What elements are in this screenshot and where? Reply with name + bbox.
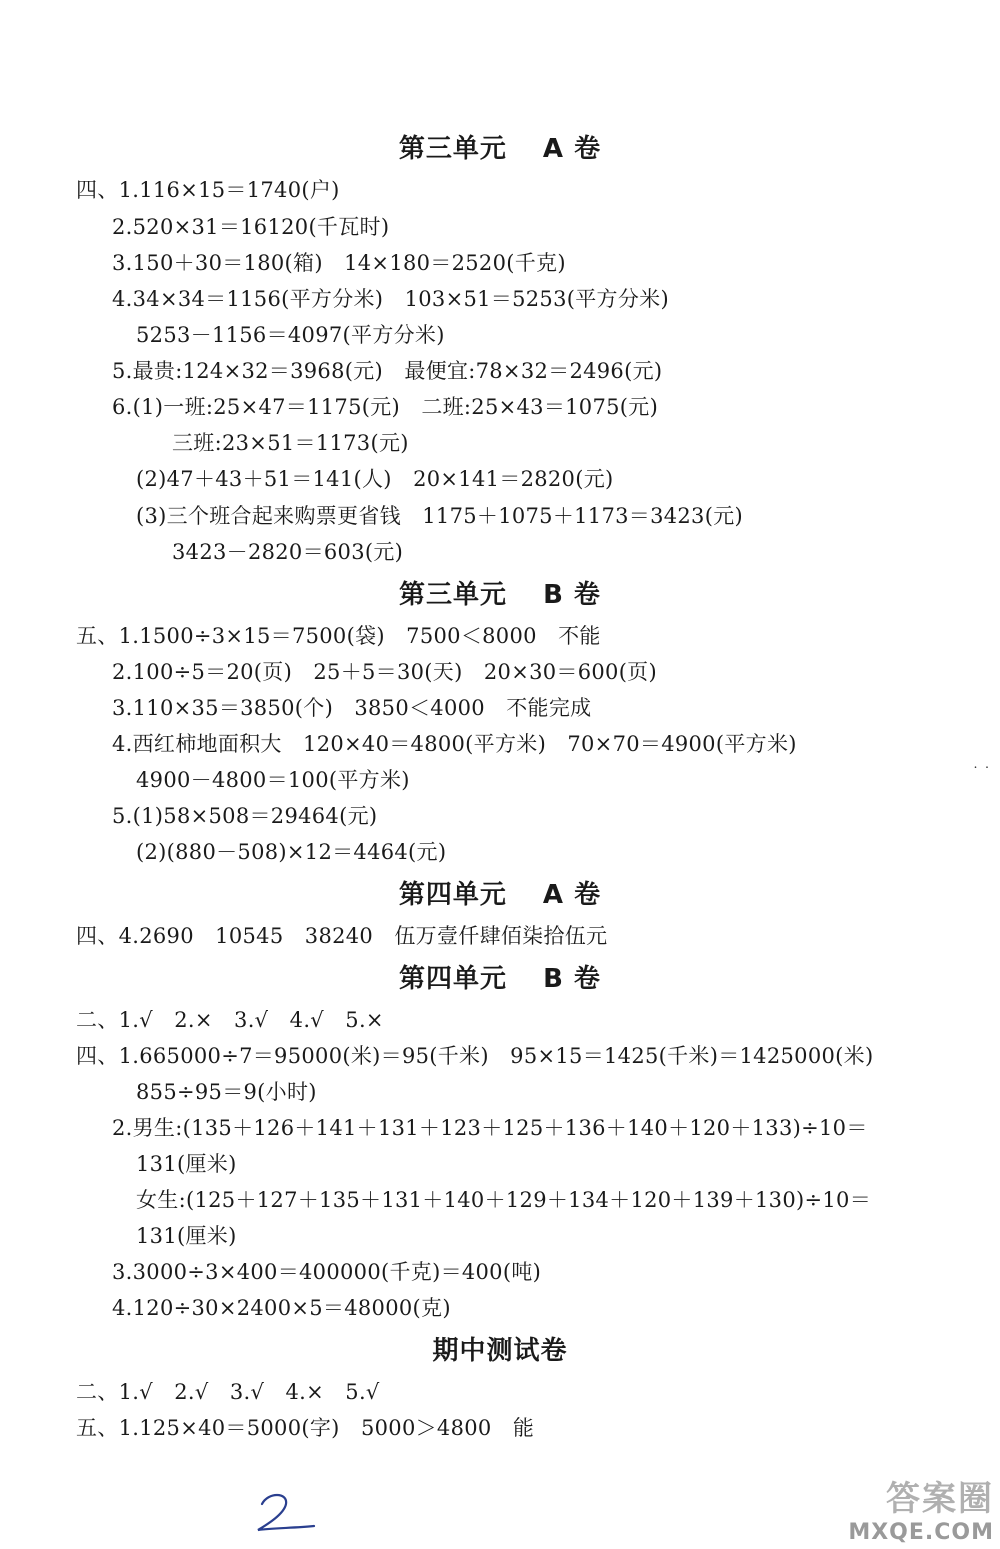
answer-line: (2)(880－508)×12＝4464(元) xyxy=(136,840,447,864)
stray-marks: ˙ ˙ xyxy=(972,765,991,781)
answer-line: 6.(1)一班:25×47＝1175(元) 二班:25×43＝1075(元) xyxy=(112,395,659,419)
answer-line: 四、1.116×15＝1740(户) xyxy=(76,178,340,202)
answer-line: 3.150＋30＝180(箱) 14×180＝2520(千克) xyxy=(112,251,566,275)
answer-line: 4.120÷30×2400×5＝48000(克) xyxy=(112,1296,451,1320)
section-title: 第三单元 A 卷 xyxy=(398,134,602,164)
answer-line: 三班:23×51＝1173(元) xyxy=(172,431,409,455)
answer-line: 4900－4800＝100(平方米) xyxy=(136,768,410,792)
answer-line: (2)47＋43＋51＝141(人) 20×141＝2820(元) xyxy=(136,467,614,491)
section-title: 第四单元 B 卷 xyxy=(399,964,601,994)
answer-line: 4.西红柿地面积大 120×40＝4800(平方米) 70×70＝4900(平方米) xyxy=(112,732,797,756)
answer-line: 四、1.665000÷7＝95000(米)＝95(千米) 95×15＝1425(千米)＝1425000(米) xyxy=(76,1044,874,1068)
section-title: 第三单元 B 卷 xyxy=(399,580,601,610)
answer-line: 4.34×34＝1156(平方分米) 103×51＝5253(平方分米) xyxy=(112,287,669,311)
answer-line: 五、1.1500÷3×15＝7500(袋) 7500＜8000 不能 xyxy=(76,624,601,648)
answer-line: 3423－2820＝603(元) xyxy=(172,540,404,564)
answer-line: 2.100÷5＝20(页) 25＋5＝30(天) 20×30＝600(页) xyxy=(112,660,657,684)
answer-line: 2.男生:(135＋126＋141＋131＋123＋125＋136＋140＋120＋133)÷10＝ xyxy=(112,1116,868,1140)
answer-line: 3.3000÷3×400＝400000(千克)＝400(吨) xyxy=(112,1260,542,1284)
answer-line: 131(厘米) xyxy=(136,1152,237,1176)
answer-line: 二、1.√ 2.√ 3.√ 4.× 5.√ xyxy=(76,1380,380,1404)
watermark-url: MXQE.COM xyxy=(848,1520,994,1545)
watermark xyxy=(848,1471,994,1545)
answer-line: 3.110×35＝3850(个) 3850＜4000 不能完成 xyxy=(112,696,592,720)
answer-line: 855÷95＝9(小时) xyxy=(136,1080,317,1104)
answer-line: 5.最贵:124×32＝3968(元) 最便宜:78×32＝2496(元) xyxy=(112,359,663,383)
answer-line: 四、4.2690 10545 38240 伍万壹仟肆佰柒拾伍元 xyxy=(76,924,608,948)
handwritten-page-number xyxy=(250,1490,320,1535)
answer-line: 五、1.125×40＝5000(字) 5000＞4800 能 xyxy=(76,1416,535,1440)
watermark-logo: 答案圈 xyxy=(886,1479,994,1519)
answer-line: 5.(1)58×508＝29464(元) xyxy=(112,804,378,828)
section-title: 第四单元 A 卷 xyxy=(398,880,602,910)
answer-line: 5253－1156＝4097(平方分米) xyxy=(136,323,445,347)
section-title: 期中测试卷 xyxy=(432,1336,568,1366)
answer-line: (3)三个班合起来购票更省钱 1175＋1075＋1173＝3423(元) xyxy=(136,504,744,528)
answer-line: 二、1.√ 2.× 3.√ 4.√ 5.× xyxy=(76,1008,384,1032)
answer-line: 2.520×31＝16120(千瓦时) xyxy=(112,215,390,239)
answer-line: 131(厘米) xyxy=(136,1224,237,1248)
answer-line: 女生:(125＋127＋135＋131＋140＋129＋134＋120＋139＋130)÷10＝ xyxy=(136,1188,872,1212)
